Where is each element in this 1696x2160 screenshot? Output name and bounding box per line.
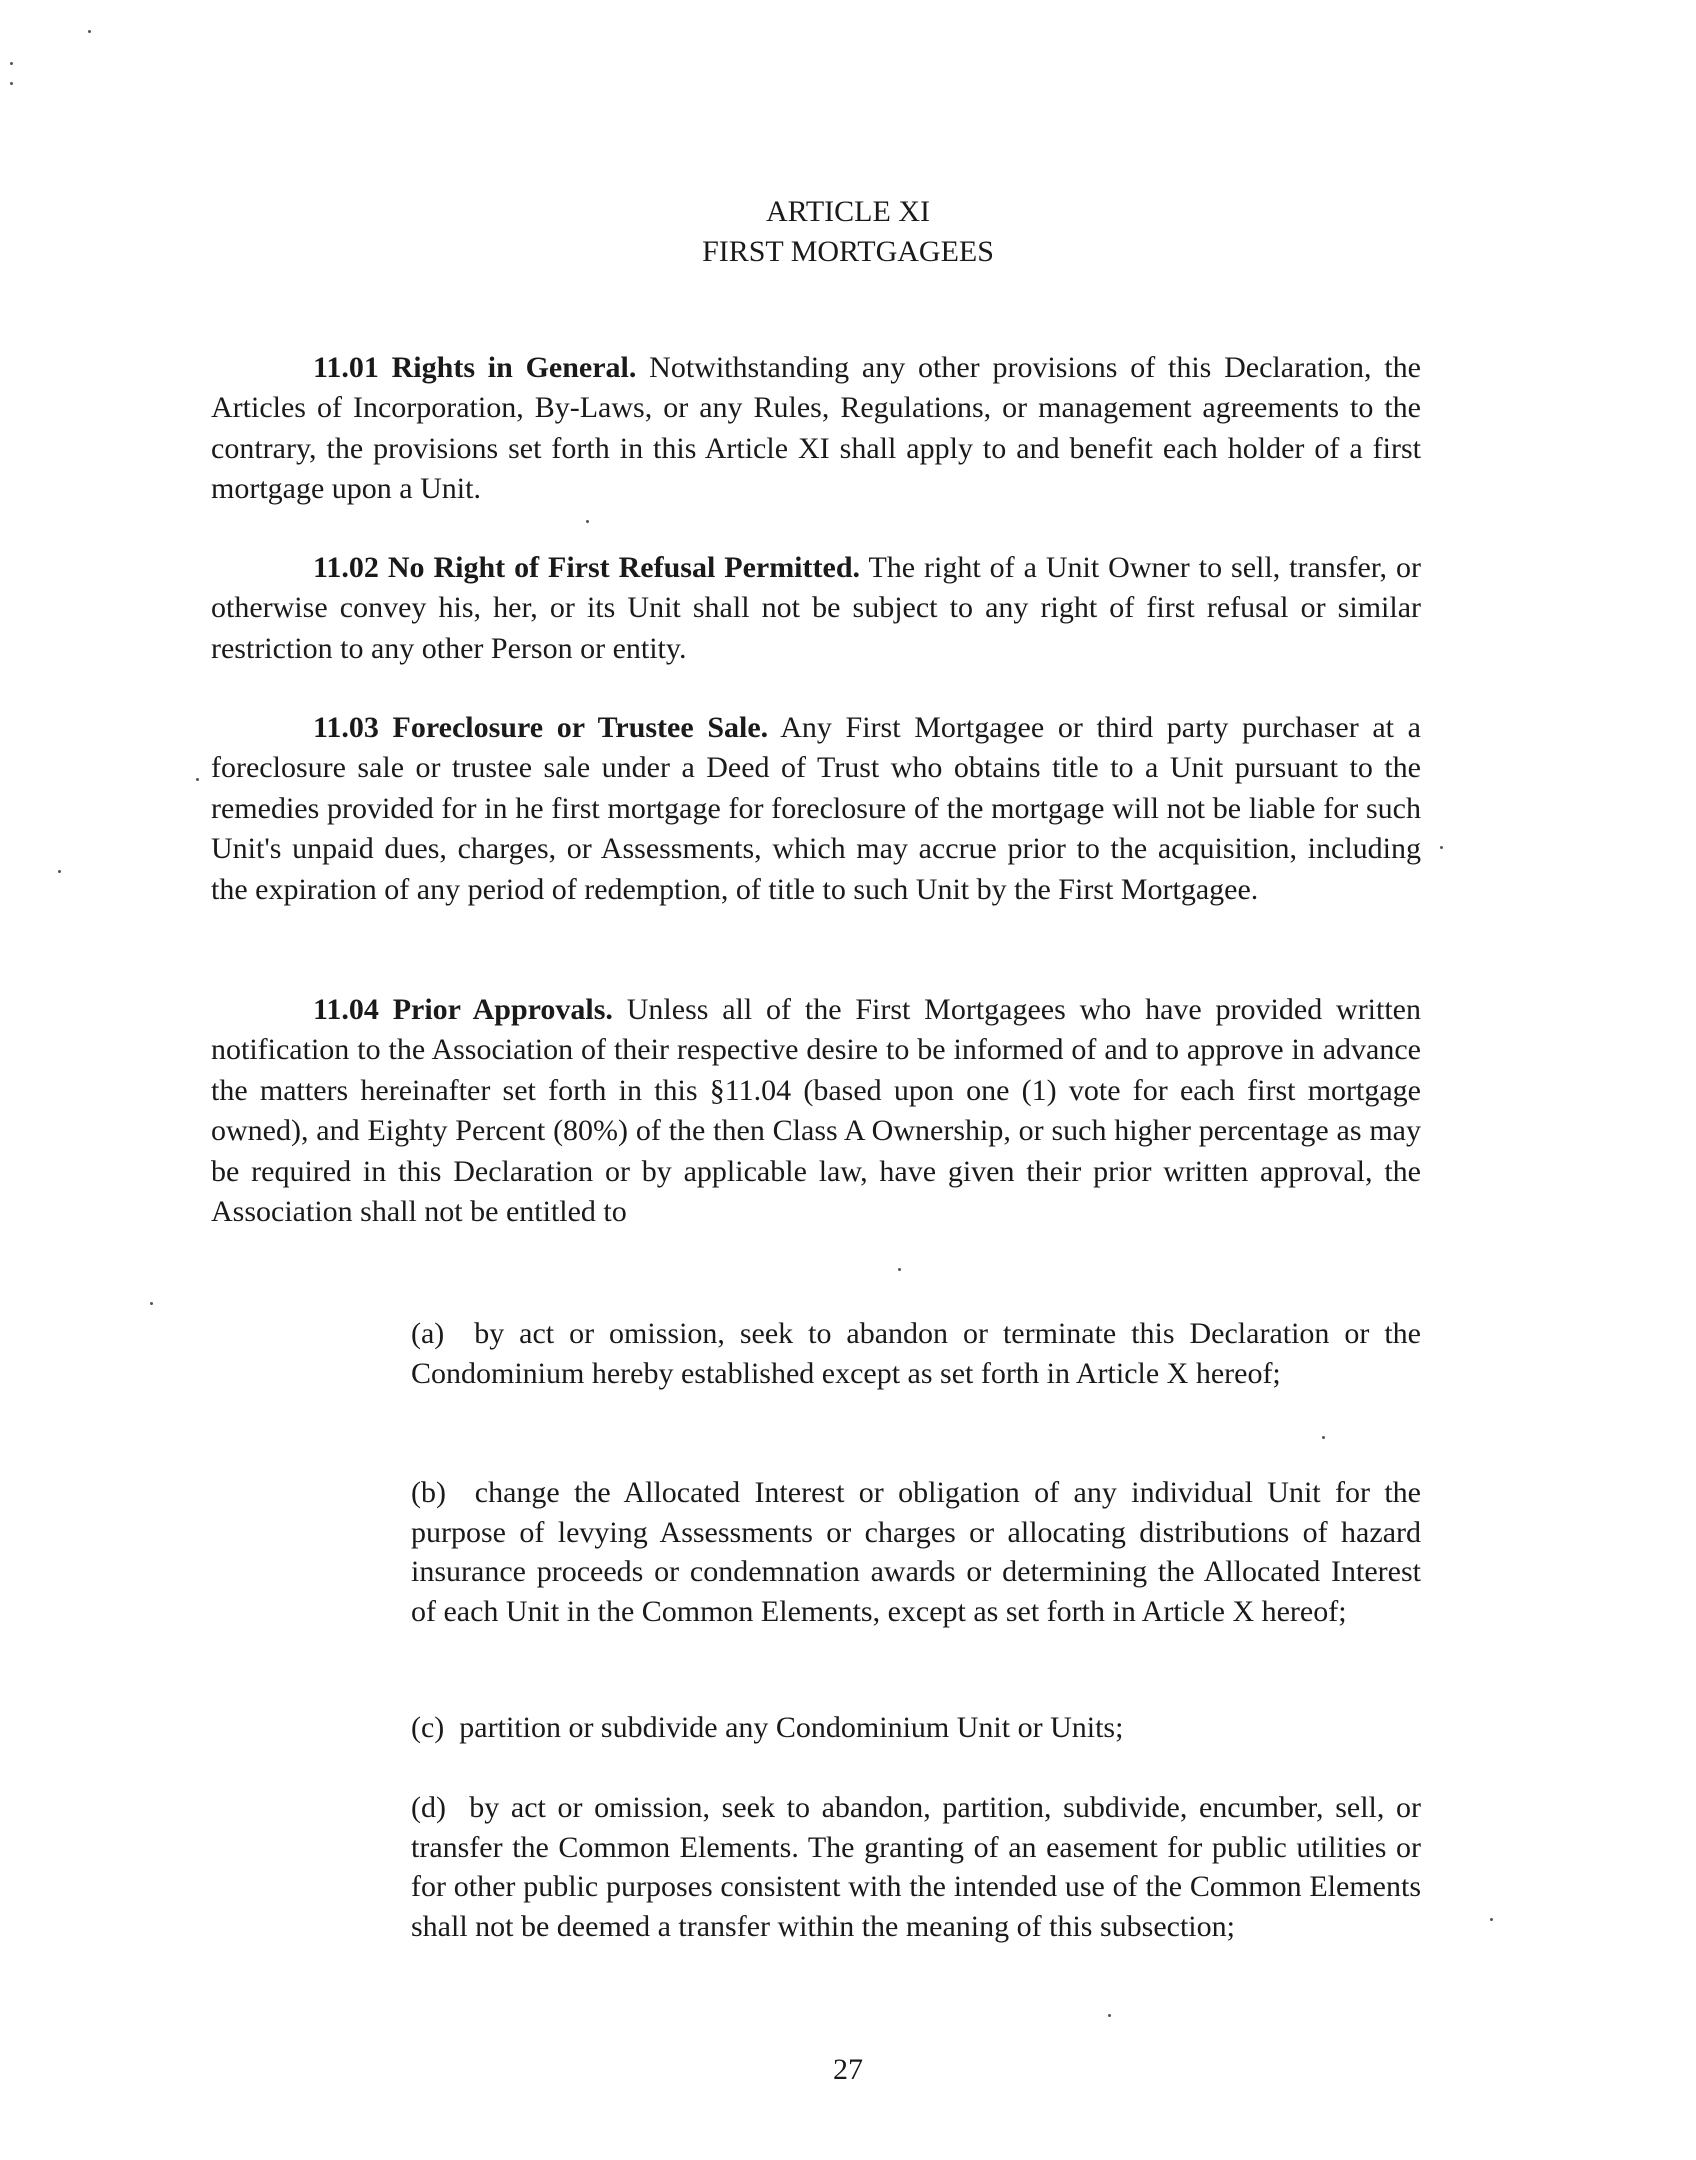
subitem-label: (c)	[411, 1711, 445, 1744]
scan-speck	[1440, 846, 1443, 849]
subitem-c	[411, 1708, 1421, 1748]
article-number: ARTICLE XI	[765, 195, 930, 228]
scan-speck	[150, 1302, 153, 1305]
scan-speck	[88, 30, 91, 33]
section-number: 11.01	[313, 351, 379, 384]
scan-speck	[10, 62, 13, 65]
scan-speck	[1108, 2014, 1111, 2017]
section-11-02	[211, 548, 1421, 669]
subitem-a	[411, 1314, 1421, 1393]
subitem-text: change the Allocated Interest or obligation of any individual Unit for the purpose of levying Assessments or charges or allocating distributions of hazard insurance proceeds or condemnation awards or determining the Allocated Interest of each Unit in the Common Elements, except as set forth in Article X hereof;	[411, 1476, 1422, 1628]
article-heading	[0, 192, 1696, 272]
scan-speck	[196, 778, 199, 781]
section-title: Foreclosure or Trustee Sale.	[392, 711, 769, 744]
section-11-04	[211, 990, 1421, 1232]
scan-speck	[898, 1268, 901, 1271]
subitem-text: by act or omission, seek to abandon or terminate this Declaration or the Condominium hereby established except as set forth in Article X hereof;	[411, 1317, 1421, 1390]
subitem-label: (a)	[411, 1317, 445, 1350]
section-text: Any First Mortgagee or third party purchaser at a foreclosure sale or trustee sale under a Deed of Trust who obtains title to a Unit pursuant to the remedies provided for in he first mortgage for foreclosure of the mortgage will not be liable for such Unit's unpaid dues, charges, or Assessments, which may accrue prior to the acquisition, including the expiration of any period of redemption, of title to such Unit by the First Mortgagee.	[211, 711, 1421, 906]
section-number: 11.04	[313, 993, 379, 1026]
section-number: 11.02	[313, 551, 379, 584]
subitem-d	[411, 1788, 1421, 1946]
scan-speck	[586, 520, 589, 523]
section-11-01	[211, 348, 1421, 510]
section-title: Rights in General.	[391, 351, 637, 384]
subitem-label: (d)	[411, 1791, 446, 1824]
section-text: Unless all of the First Mortgagees who have provided written notification to the Association of their respective desire to be informed of and to approve in advance the matters hereinafter set forth in this §11.04 (based upon one (1) vote for each first mortgage owned), and Eighty Percent (80%) of the then Class A Ownership, or such higher percentage as may be required in this Declaration or by applicable law, have given their prior written approval, the Association shall not be entitled to	[211, 993, 1421, 1229]
section-title: No Right of First Refusal Permitted.	[387, 551, 861, 584]
subitem-text: by act or omission, seek to abandon, partition, subdivide, encumber, sell, or transfer the Common Elements. The granting of an easement for public utilities or for other public purposes consistent with the intended use of the Common Elements shall not be deemed a transfer within the meaning of this subsection;	[411, 1791, 1422, 1943]
section-text: The right of a Unit Owner to sell, transfer, or otherwise convey his, her, or its Unit shall not be subject to any right of first refusal or similar restriction to any other Person or entity.	[211, 551, 1422, 665]
section-number: 11.03	[313, 711, 379, 744]
scan-speck	[10, 82, 13, 85]
scan-speck	[1490, 1918, 1493, 1921]
section-11-03	[211, 708, 1421, 910]
subitem-label: (b)	[411, 1476, 446, 1509]
scan-speck	[58, 870, 61, 873]
section-title: Prior Approvals.	[392, 993, 613, 1026]
page-number: 27	[833, 2053, 863, 2086]
article-title: FIRST MORTGAGEES	[702, 235, 994, 268]
section-text: Notwithstanding any other provisions of this Declaration, the Articles of Incorporation, By-Laws, or any Rules, Regulations, or management agreements to the contrary, the provisions set forth in this Article XI shall apply to and benefit each holder of a first mortgage upon a Unit.	[211, 351, 1421, 506]
subitem-text: partition or subdivide any Condominium Unit or Units;	[459, 1711, 1124, 1744]
scan-speck	[1322, 1436, 1325, 1439]
subitem-b	[411, 1473, 1421, 1631]
